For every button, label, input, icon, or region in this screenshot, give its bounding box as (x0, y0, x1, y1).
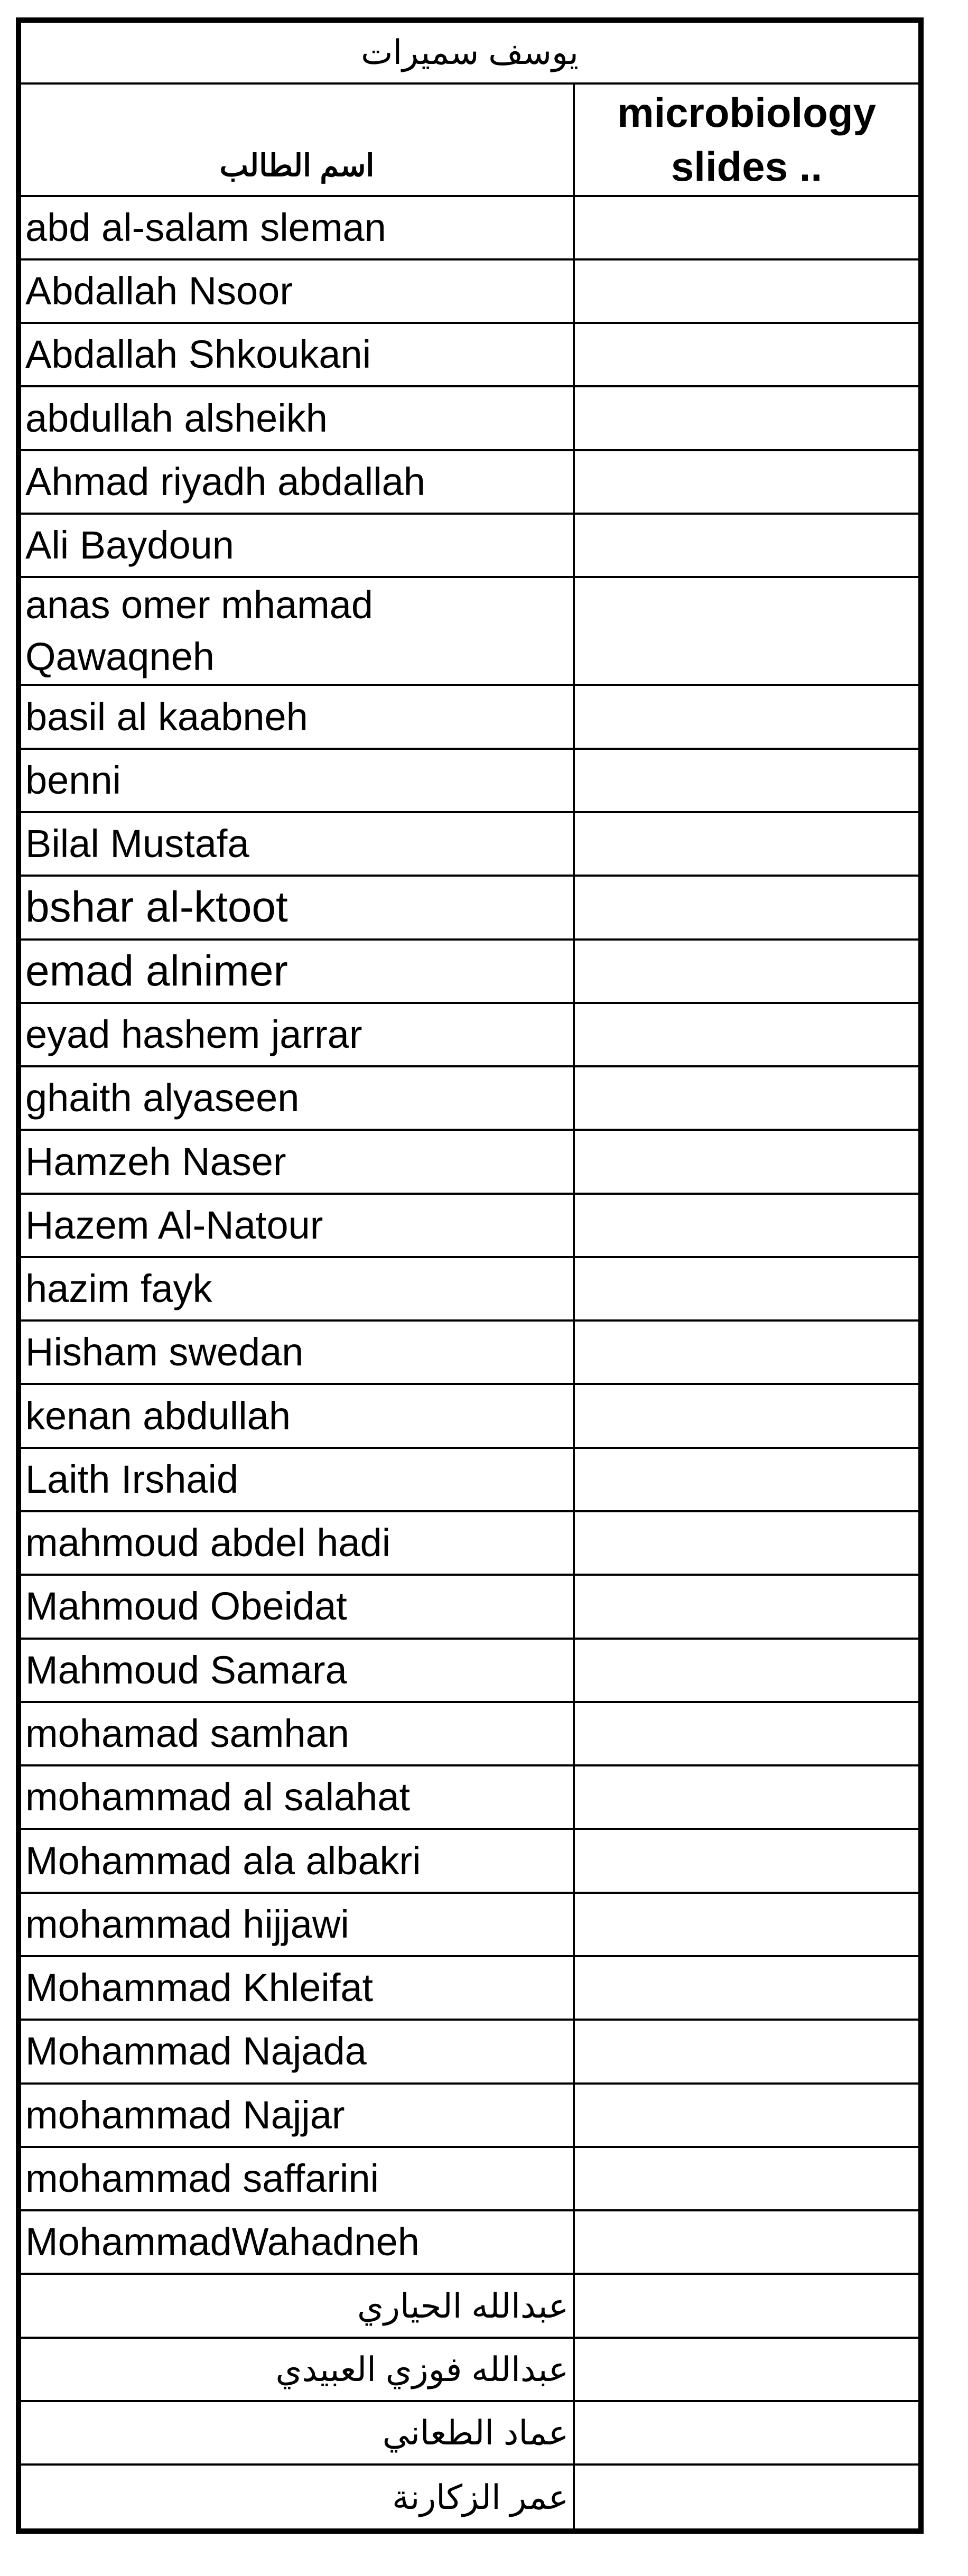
slides-cell[interactable] (574, 514, 918, 577)
slides-cell[interactable] (574, 685, 918, 748)
student-name-cell[interactable]: mohammad hijjawi (21, 1893, 574, 1956)
slides-cell[interactable] (574, 1956, 918, 2020)
table-row (21, 1765, 918, 1829)
table-row (21, 1448, 918, 1511)
table-row (21, 2338, 918, 2401)
table-row (21, 2210, 918, 2274)
student-name-cell[interactable]: mohammad Najjar (21, 2084, 574, 2147)
student-name-cell[interactable]: benni (21, 749, 574, 812)
student-name-cell[interactable]: hazim fayk (21, 1257, 574, 1320)
student-name-cell[interactable]: abdullah alsheikh (21, 386, 574, 450)
table-row (21, 685, 918, 748)
table-row (21, 514, 918, 577)
table-row (21, 1130, 918, 1193)
title-row (21, 23, 918, 83)
slides-cell[interactable] (574, 2020, 918, 2083)
slides-cell[interactable] (574, 1257, 918, 1320)
student-table (21, 23, 918, 2528)
header-student-name[interactable]: اسم الطالب (21, 83, 574, 196)
table-row (21, 1384, 918, 1447)
table-row (21, 1702, 918, 1765)
slides-cell[interactable] (574, 450, 918, 514)
slides-cell[interactable] (574, 2084, 918, 2147)
student-name-cell[interactable]: Abdallah Shkoukani (21, 323, 574, 386)
slides-cell[interactable] (574, 1575, 918, 1638)
slides-cell[interactable] (574, 1639, 918, 1702)
slides-cell[interactable] (574, 1194, 918, 1257)
student-name-cell[interactable]: Mahmoud Obeidat (21, 1575, 574, 1638)
student-name-cell[interactable]: mohammad saffarini (21, 2147, 574, 2210)
student-name-cell[interactable]: عبدالله الحياري (21, 2274, 574, 2337)
student-name-cell[interactable]: ghaith alyaseen (21, 1066, 574, 1130)
student-name-cell[interactable]: bshar al-ktoot (21, 876, 574, 939)
slides-cell[interactable] (574, 2274, 918, 2337)
slides-cell[interactable] (574, 1829, 918, 1892)
slides-cell[interactable] (574, 876, 918, 939)
student-name-cell[interactable]: basil al kaabneh (21, 685, 574, 748)
slides-cell[interactable] (574, 323, 918, 386)
slides-cell[interactable] (574, 1066, 918, 1130)
slides-cell[interactable] (574, 1893, 918, 1956)
slides-cell[interactable] (574, 1702, 918, 1765)
table-row (21, 1639, 918, 1702)
table-row (21, 2084, 918, 2147)
student-name-cell[interactable]: kenan abdullah (21, 1384, 574, 1447)
student-name-cell[interactable]: Mohammad Khleifat (21, 1956, 574, 2020)
table-row (21, 386, 918, 450)
table-row (21, 1066, 918, 1130)
slides-cell[interactable] (574, 1130, 918, 1193)
table-row (21, 1320, 918, 1384)
student-name-cell[interactable]: Hisham swedan (21, 1320, 574, 1384)
student-name-cell[interactable]: عمر الزكارنة (21, 2465, 574, 2528)
student-name-cell[interactable]: Hamzeh Naser (21, 1130, 574, 1193)
table-row (21, 323, 918, 386)
slides-cell[interactable] (574, 812, 918, 876)
table-row (21, 1893, 918, 1956)
slides-cell[interactable] (574, 577, 918, 685)
spreadsheet (16, 17, 924, 2534)
student-name-cell[interactable]: Mahmoud Samara (21, 1639, 574, 1702)
table-row (21, 259, 918, 323)
slides-cell[interactable] (574, 2401, 918, 2465)
header-row (21, 83, 918, 196)
table-row (21, 1956, 918, 2020)
student-name-cell[interactable]: Ali Baydoun (21, 514, 574, 577)
student-name-cell[interactable]: Ahmad riyadh abdallah (21, 450, 574, 514)
slides-cell[interactable] (574, 1003, 918, 1066)
table-row (21, 940, 918, 1003)
table-row (21, 1511, 918, 1575)
table-row (21, 577, 918, 685)
table-row (21, 1194, 918, 1257)
student-name-cell[interactable]: Laith Irshaid (21, 1448, 574, 1511)
table-row (21, 2401, 918, 2465)
table-row (21, 450, 918, 514)
student-name-cell[interactable]: abd al-salam sleman (21, 196, 574, 259)
table-row (21, 2020, 918, 2083)
header-microbiology-slides[interactable]: microbiology slides .. (574, 83, 918, 196)
table-row (21, 1575, 918, 1638)
student-name-cell[interactable]: anas omer mhamad Qawaqneh (21, 577, 574, 685)
slides-cell[interactable] (574, 1448, 918, 1511)
slides-cell[interactable] (574, 1320, 918, 1384)
slides-cell[interactable] (574, 2147, 918, 2210)
table-row (21, 2147, 918, 2210)
student-name-cell[interactable]: Hazem Al-Natour (21, 1194, 574, 1257)
student-name-cell[interactable]: Bilal Mustafa (21, 812, 574, 876)
student-name-cell[interactable]: Mohammad Najada (21, 2020, 574, 2083)
student-name-cell[interactable]: عبدالله فوزي العبيدي (21, 2338, 574, 2401)
slides-cell[interactable] (574, 749, 918, 812)
slides-cell[interactable] (574, 2465, 918, 2528)
slides-cell[interactable] (574, 1765, 918, 1829)
table-row (21, 749, 918, 812)
table-row (21, 196, 918, 259)
table-row (21, 2274, 918, 2337)
student-name-cell[interactable]: Mohammad ala albakri (21, 1829, 574, 1892)
slides-cell[interactable] (574, 196, 918, 259)
slides-cell[interactable] (574, 1511, 918, 1575)
slides-cell[interactable] (574, 2338, 918, 2401)
table-row (21, 1257, 918, 1320)
student-name-cell[interactable]: emad alnimer (21, 940, 574, 1003)
table-row (21, 1829, 918, 1892)
student-name-cell[interactable]: mohammad al salahat (21, 1765, 574, 1829)
slides-cell[interactable] (574, 940, 918, 1003)
student-name-cell[interactable]: mohamad samhan (21, 1702, 574, 1765)
slides-cell[interactable] (574, 386, 918, 450)
student-name-cell[interactable]: mahmoud abdel hadi (21, 1511, 574, 1575)
slides-cell[interactable] (574, 1384, 918, 1447)
sheet-title[interactable]: يوسف سميرات (21, 23, 918, 83)
table-row (21, 2465, 918, 2528)
student-name-cell[interactable]: Abdallah Nsoor (21, 259, 574, 323)
student-name-cell[interactable]: MohammadWahadneh (21, 2210, 574, 2274)
slides-cell[interactable] (574, 2210, 918, 2274)
student-name-cell[interactable]: eyad hashem jarrar (21, 1003, 574, 1066)
slides-cell[interactable] (574, 259, 918, 323)
table-row (21, 876, 918, 939)
student-name-cell[interactable]: عماد الطعاني (21, 2401, 574, 2465)
table-row (21, 812, 918, 876)
table-row (21, 1003, 918, 1066)
